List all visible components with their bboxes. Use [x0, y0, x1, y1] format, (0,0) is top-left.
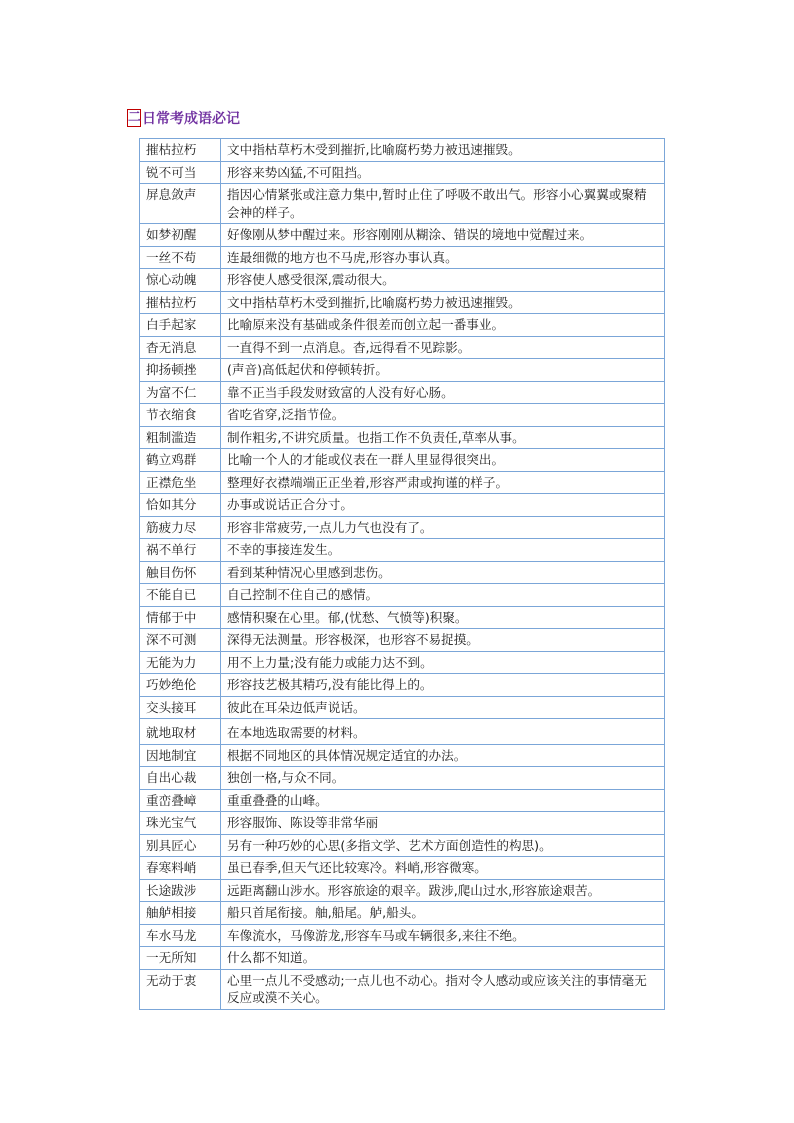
idiom-term: 一无所知	[140, 947, 221, 970]
table-row	[140, 449, 665, 472]
idiom-term: 杳无消息	[140, 336, 221, 359]
table-row	[140, 789, 665, 812]
table-row	[140, 744, 665, 767]
idiom-term: 舳舻相接	[140, 902, 221, 925]
table-row	[140, 767, 665, 790]
table-row	[140, 857, 665, 880]
table-row	[140, 834, 665, 857]
idiom-term: 为富不仁	[140, 381, 221, 404]
idiom-meaning: 省吃省穿,泛指节俭。	[221, 404, 665, 427]
idiom-meaning: 形容服饰、陈设等非常华丽	[221, 812, 665, 835]
idiom-meaning: 看到某种情况心里感到悲伤。	[221, 561, 665, 584]
section-heading	[127, 108, 240, 128]
idiom-term: 白手起家	[140, 314, 221, 337]
table-row	[140, 471, 665, 494]
table-row	[140, 674, 665, 697]
idiom-term: 因地制宜	[140, 744, 221, 767]
section-number: 二	[128, 110, 142, 125]
table-row	[140, 516, 665, 539]
idiom-term: 正襟危坐	[140, 471, 221, 494]
idiom-term: 摧枯拉朽	[140, 139, 221, 162]
idiom-term: 交头接耳	[140, 696, 221, 719]
idiom-meaning: 船只首尾衔接。舳,船尾。舻,船头。	[221, 902, 665, 925]
idiom-term: 如梦初醒	[140, 224, 221, 247]
table-row	[140, 561, 665, 584]
idiom-term: 无能为力	[140, 651, 221, 674]
idiom-term: 巧妙绝伦	[140, 674, 221, 697]
idiom-meaning: 连最细微的地方也不马虎,形容办事认真。	[221, 246, 665, 269]
table-row	[140, 161, 665, 184]
idiom-meaning: 整理好衣襟端端正正坐着,形容严肃或拘谨的样子。	[221, 471, 665, 494]
table-row	[140, 902, 665, 925]
table-row	[140, 224, 665, 247]
idiom-meaning: (声音)高低起伏和停顿转折。	[221, 359, 665, 382]
table-row	[140, 924, 665, 947]
idiom-meaning: 形容非常疲劳,一点儿力气也没有了。	[221, 516, 665, 539]
idiom-term: 情郁于中	[140, 606, 221, 629]
idiom-meaning: 重重叠叠的山峰。	[221, 789, 665, 812]
idiom-term: 鹤立鸡群	[140, 449, 221, 472]
table-row	[140, 629, 665, 652]
idiom-term: 车水马龙	[140, 924, 221, 947]
idiom-meaning: 在本地选取需要的材料。	[221, 719, 665, 745]
idiom-meaning: 车像流水，马像游龙,形容车马或车辆很多,来往不绝。	[221, 924, 665, 947]
idiom-meaning: 指因心情紧张或注意力集中,暂时止住了呼吸不敢出气。形容小心翼翼或聚精会神的样子。	[221, 184, 665, 224]
idiom-table	[139, 138, 665, 1010]
idiom-meaning: 比喻一个人的才能或仪表在一群人里显得很突出。	[221, 449, 665, 472]
idiom-meaning: 另有一种巧妙的心思(多指文学、艺术方面创造性的构思)。	[221, 834, 665, 857]
idiom-term: 珠光宝气	[140, 812, 221, 835]
table-row	[140, 314, 665, 337]
idiom-term: 摧枯拉朽	[140, 291, 221, 314]
idiom-meaning: 独创一格,与众不同。	[221, 767, 665, 790]
idiom-meaning: 深得无法测量。形容极深，也形容不易捉摸。	[221, 629, 665, 652]
idiom-term: 惊心动魄	[140, 269, 221, 292]
table-row	[140, 269, 665, 292]
idiom-table-body	[140, 139, 665, 1010]
idiom-term: 不能自已	[140, 584, 221, 607]
table-row	[140, 291, 665, 314]
idiom-meaning: 办事或说话正合分寸。	[221, 494, 665, 517]
idiom-meaning: 文中指枯草朽木受到摧折,比喻腐朽势力被迅速摧毁。	[221, 139, 665, 162]
idiom-term: 祸不单行	[140, 539, 221, 562]
idiom-meaning: 形容来势凶猛,不可阻挡。	[221, 161, 665, 184]
idiom-meaning: 文中指枯草朽木受到摧折,比喻腐朽势力被迅速摧毁。	[221, 291, 665, 314]
idiom-term: 春寒料峭	[140, 857, 221, 880]
idiom-term: 重峦叠嶂	[140, 789, 221, 812]
table-row	[140, 404, 665, 427]
table-row	[140, 336, 665, 359]
idiom-meaning: 彼此在耳朵边低声说话。	[221, 696, 665, 719]
table-row	[140, 969, 665, 1009]
idiom-term: 筋疲力尽	[140, 516, 221, 539]
table-row	[140, 879, 665, 902]
idiom-meaning: 形容使人感受很深,震动很大。	[221, 269, 665, 292]
idiom-term: 一丝不苟	[140, 246, 221, 269]
idiom-meaning: 自己控制不住自己的感情。	[221, 584, 665, 607]
idiom-term: 长途跋涉	[140, 879, 221, 902]
table-row	[140, 947, 665, 970]
idiom-term: 无动于衷	[140, 969, 221, 1009]
table-row	[140, 651, 665, 674]
idiom-term: 深不可测	[140, 629, 221, 652]
idiom-term: 粗制滥造	[140, 426, 221, 449]
table-row	[140, 381, 665, 404]
idiom-term: 屏息敛声	[140, 184, 221, 224]
table-row	[140, 606, 665, 629]
table-row	[140, 184, 665, 224]
table-row	[140, 696, 665, 719]
table-row	[140, 139, 665, 162]
idiom-term: 锐不可当	[140, 161, 221, 184]
table-row	[140, 539, 665, 562]
idiom-term: 恰如其分	[140, 494, 221, 517]
table-row	[140, 426, 665, 449]
idiom-meaning: 根据不同地区的具体情况规定适宜的办法。	[221, 744, 665, 767]
idiom-meaning: 虽已春季,但天气还比较寒冷。料峭,形容微寒。	[221, 857, 665, 880]
idiom-term: 触目伤怀	[140, 561, 221, 584]
idiom-meaning: 用不上力量;没有能力或能力达不到。	[221, 651, 665, 674]
table-row	[140, 246, 665, 269]
idiom-meaning: 感情积聚在心里。郁,(忧愁、气愤等)积聚。	[221, 606, 665, 629]
idiom-meaning: 制作粗劣,不讲究质量。也指工作不负责任,草率从事。	[221, 426, 665, 449]
table-row	[140, 719, 665, 745]
idiom-term: 别具匠心	[140, 834, 221, 857]
idiom-meaning: 什么都不知道。	[221, 947, 665, 970]
idiom-meaning: 好像刚从梦中醒过来。形容刚刚从糊涂、错误的境地中觉醒过来。	[221, 224, 665, 247]
table-row	[140, 494, 665, 517]
idiom-term: 抑扬顿挫	[140, 359, 221, 382]
idiom-meaning: 形容技艺极其精巧,没有能比得上的。	[221, 674, 665, 697]
idiom-meaning: 靠不正当手段发财致富的人没有好心肠。	[221, 381, 665, 404]
idiom-term: 自出心裁	[140, 767, 221, 790]
idiom-term: 就地取材	[140, 719, 221, 745]
idiom-meaning: 比喻原来没有基础或条件很差而创立起一番事业。	[221, 314, 665, 337]
idiom-meaning: 远距离翻山涉水。形容旅途的艰辛。跋涉,爬山过水,形容旅途艰苦。	[221, 879, 665, 902]
table-row	[140, 359, 665, 382]
idiom-meaning: 一直得不到一点消息。杳,远得看不见踪影。	[221, 336, 665, 359]
idiom-term: 节衣缩食	[140, 404, 221, 427]
idiom-meaning: 不幸的事接连发生。	[221, 539, 665, 562]
section-title: 日常考成语必记	[142, 111, 240, 127]
table-row	[140, 812, 665, 835]
table-row	[140, 584, 665, 607]
idiom-meaning: 心里一点儿不受感动;一点儿也不动心。指对令人感动或应该关注的事情毫无反应或漠不关心。	[221, 969, 665, 1009]
